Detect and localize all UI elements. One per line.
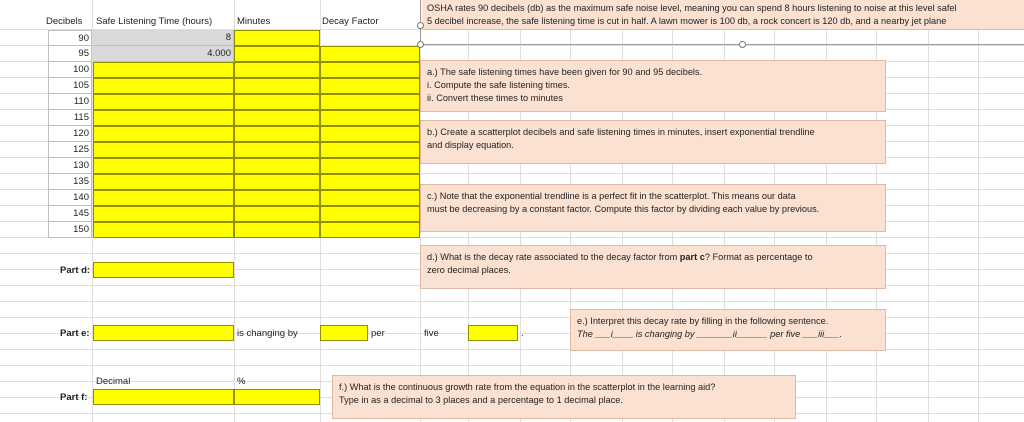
instruction-note-a[interactable] <box>420 60 886 112</box>
note-d-text-2: ? Format as percentage to <box>704 252 813 262</box>
minutes-cell[interactable] <box>234 94 320 110</box>
decay-factor-cell[interactable] <box>320 158 420 174</box>
decibels-cell[interactable] <box>48 94 92 110</box>
decibels-cell[interactable] <box>48 78 92 94</box>
minutes-cell[interactable] <box>234 142 320 158</box>
decay-factor-cell[interactable] <box>320 94 420 110</box>
header-safe-listening-time[interactable]: Safe Listening Time (hours) <box>96 16 213 27</box>
period-text: . <box>521 328 524 339</box>
decibels-value: 105 <box>73 80 89 91</box>
hours-cell[interactable] <box>93 46 234 62</box>
five-text: five <box>424 328 439 339</box>
part-f-percent-cell[interactable] <box>234 389 320 405</box>
instruction-note-c[interactable] <box>420 184 886 232</box>
decay-factor-cell[interactable] <box>320 190 420 206</box>
note-b-line-1: b.) Create a scatterplot decibels and safe listening times in minutes, insert exponential trendline <box>427 127 815 137</box>
decibels-value: 120 <box>73 128 89 139</box>
part-e-label: Part e: <box>60 328 90 339</box>
hours-cell[interactable] <box>93 222 234 238</box>
part-d-answer-cell[interactable] <box>93 262 234 278</box>
instruction-note-e[interactable] <box>570 309 886 351</box>
minutes-cell[interactable] <box>234 78 320 94</box>
note-c-line-2: must be decreasing by a constant factor. Compute this factor by dividing each value by previous. <box>427 204 820 214</box>
decibels-cell[interactable] <box>48 126 92 142</box>
decibels-cell[interactable] <box>48 46 92 62</box>
resize-handle-bottom-left[interactable] <box>417 41 424 48</box>
resize-handle-left[interactable] <box>417 22 424 29</box>
part-f-decimal-cell[interactable] <box>93 389 234 405</box>
selection-frame-bottom <box>420 44 1024 45</box>
decibels-cell[interactable] <box>48 158 92 174</box>
minutes-cell[interactable] <box>234 110 320 126</box>
decibels-cell[interactable] <box>48 110 92 126</box>
instruction-note-d[interactable] <box>420 245 886 289</box>
decibels-cell[interactable] <box>48 30 92 46</box>
decibels-cell[interactable] <box>48 222 92 238</box>
percent-label: % <box>237 376 246 387</box>
minutes-cell[interactable] <box>234 190 320 206</box>
row-gridline <box>0 365 1024 366</box>
hours-cell[interactable] <box>93 206 234 222</box>
decay-factor-cell[interactable] <box>320 78 420 94</box>
row-gridline <box>0 301 1024 302</box>
decibels-value: 115 <box>73 112 89 123</box>
minutes-cell[interactable] <box>234 126 320 142</box>
decimal-label: Decimal <box>96 376 131 387</box>
hours-cell[interactable] <box>93 94 234 110</box>
note-a-line-3: ii. Convert these times to minutes <box>427 93 563 103</box>
note-e-line-1: e.) Interpret this decay rate by filling in the following sentence. <box>577 316 829 326</box>
osha-line-1: OSHA rates 90 decibels (db) as the maximum safe noise level, meaning you can spend 8 hours listening to noise at this level safel <box>427 3 957 13</box>
minutes-cell[interactable] <box>234 30 320 46</box>
part-f-label: Part f: <box>60 392 88 403</box>
decibels-cell[interactable] <box>48 190 92 206</box>
decay-factor-cell[interactable] <box>320 174 420 190</box>
decay-factor-cell[interactable] <box>320 46 420 62</box>
decay-factor-cell[interactable] <box>320 62 420 78</box>
hours-cell[interactable] <box>93 190 234 206</box>
minutes-cell[interactable] <box>234 46 320 62</box>
note-d-line-2: zero decimal places. <box>427 265 511 275</box>
is-changing-by-text: is changing by <box>237 328 298 339</box>
part-e-answer-iii-cell[interactable] <box>468 325 518 341</box>
decibels-value: 90 <box>78 33 89 44</box>
osha-line-2: 5 decibel increase, the safe listening time is cut in half. A lawn mower is 100 db, a rock concert is 120 db, and a nearby jet plane <box>427 16 947 26</box>
osha-textbox[interactable] <box>422 0 1024 30</box>
minutes-cell[interactable] <box>234 158 320 174</box>
decibels-cell[interactable] <box>48 62 92 78</box>
note-a-line-1: a.) The safe listening times have been given for 90 and 95 decibels. <box>427 67 703 77</box>
hours-cell[interactable] <box>93 30 234 46</box>
minutes-cell[interactable] <box>234 206 320 222</box>
hours-cell[interactable] <box>93 62 234 78</box>
decay-factor-cell[interactable] <box>320 222 420 238</box>
note-f-line-1: f.) What is the continuous growth rate from the equation in the scatterplot in the learning aid? <box>339 382 716 392</box>
note-d-text-1: d.) What is the decay rate associated to the decay factor from <box>427 252 680 262</box>
hours-cell[interactable] <box>93 158 234 174</box>
resize-handle-bottom[interactable] <box>739 41 746 48</box>
decibels-cell[interactable] <box>48 206 92 222</box>
decibels-value: 150 <box>73 224 89 235</box>
minutes-cell[interactable] <box>234 174 320 190</box>
note-a-line-2: i. Compute the safe listening times. <box>427 80 570 90</box>
hours-cell[interactable] <box>93 110 234 126</box>
hours-cell[interactable] <box>93 142 234 158</box>
header-decay-factor[interactable]: Decay Factor <box>322 16 379 27</box>
per-text: per <box>371 328 385 339</box>
hours-cell[interactable] <box>93 78 234 94</box>
decibels-cell[interactable] <box>48 142 92 158</box>
instruction-note-b[interactable] <box>420 120 886 164</box>
decibels-value: 125 <box>73 144 89 155</box>
header-decibels[interactable]: Decibels <box>46 16 83 27</box>
part-e-answer-i-cell[interactable] <box>93 325 234 341</box>
part-d-label: Part d: <box>60 265 91 276</box>
note-e-line-2: The ___i____ is changing by _______ii______ per five ___iii___. <box>577 329 843 339</box>
decibels-cell[interactable] <box>48 174 92 190</box>
note-c-line-1: c.) Note that the exponential trendline is a perfect fit in the scatterplot. This means our data <box>427 191 796 201</box>
decibels-value: 110 <box>73 96 89 107</box>
note-f-line-2: Type in as a decimal to 3 places and a percentage to 1 decimal place. <box>339 395 623 405</box>
decibels-value: 145 <box>73 208 89 219</box>
part-e-answer-ii-cell[interactable] <box>320 325 368 341</box>
decibels-value: 130 <box>73 160 89 171</box>
decay-factor-cell[interactable] <box>320 206 420 222</box>
minutes-cell[interactable] <box>234 62 320 78</box>
decay-factor-cell[interactable] <box>320 142 420 158</box>
hours-cell[interactable] <box>93 174 234 190</box>
hours-cell[interactable] <box>93 126 234 142</box>
hours-value: 8 <box>225 32 231 43</box>
header-minutes[interactable]: Minutes <box>237 16 271 27</box>
note-d-part-c-ref: part c <box>679 252 705 262</box>
decibels-value: 95 <box>78 48 89 59</box>
instruction-note-f[interactable] <box>332 375 796 419</box>
hours-value: 4.000 <box>207 48 231 59</box>
decibels-value: 140 <box>73 192 89 203</box>
decay-factor-cell[interactable] <box>320 110 420 126</box>
decibels-value: 135 <box>73 176 89 187</box>
decay-factor-cell[interactable] <box>320 126 420 142</box>
note-b-line-2: and display equation. <box>427 140 514 150</box>
decibels-value: 100 <box>73 64 89 75</box>
minutes-cell[interactable] <box>234 222 320 238</box>
